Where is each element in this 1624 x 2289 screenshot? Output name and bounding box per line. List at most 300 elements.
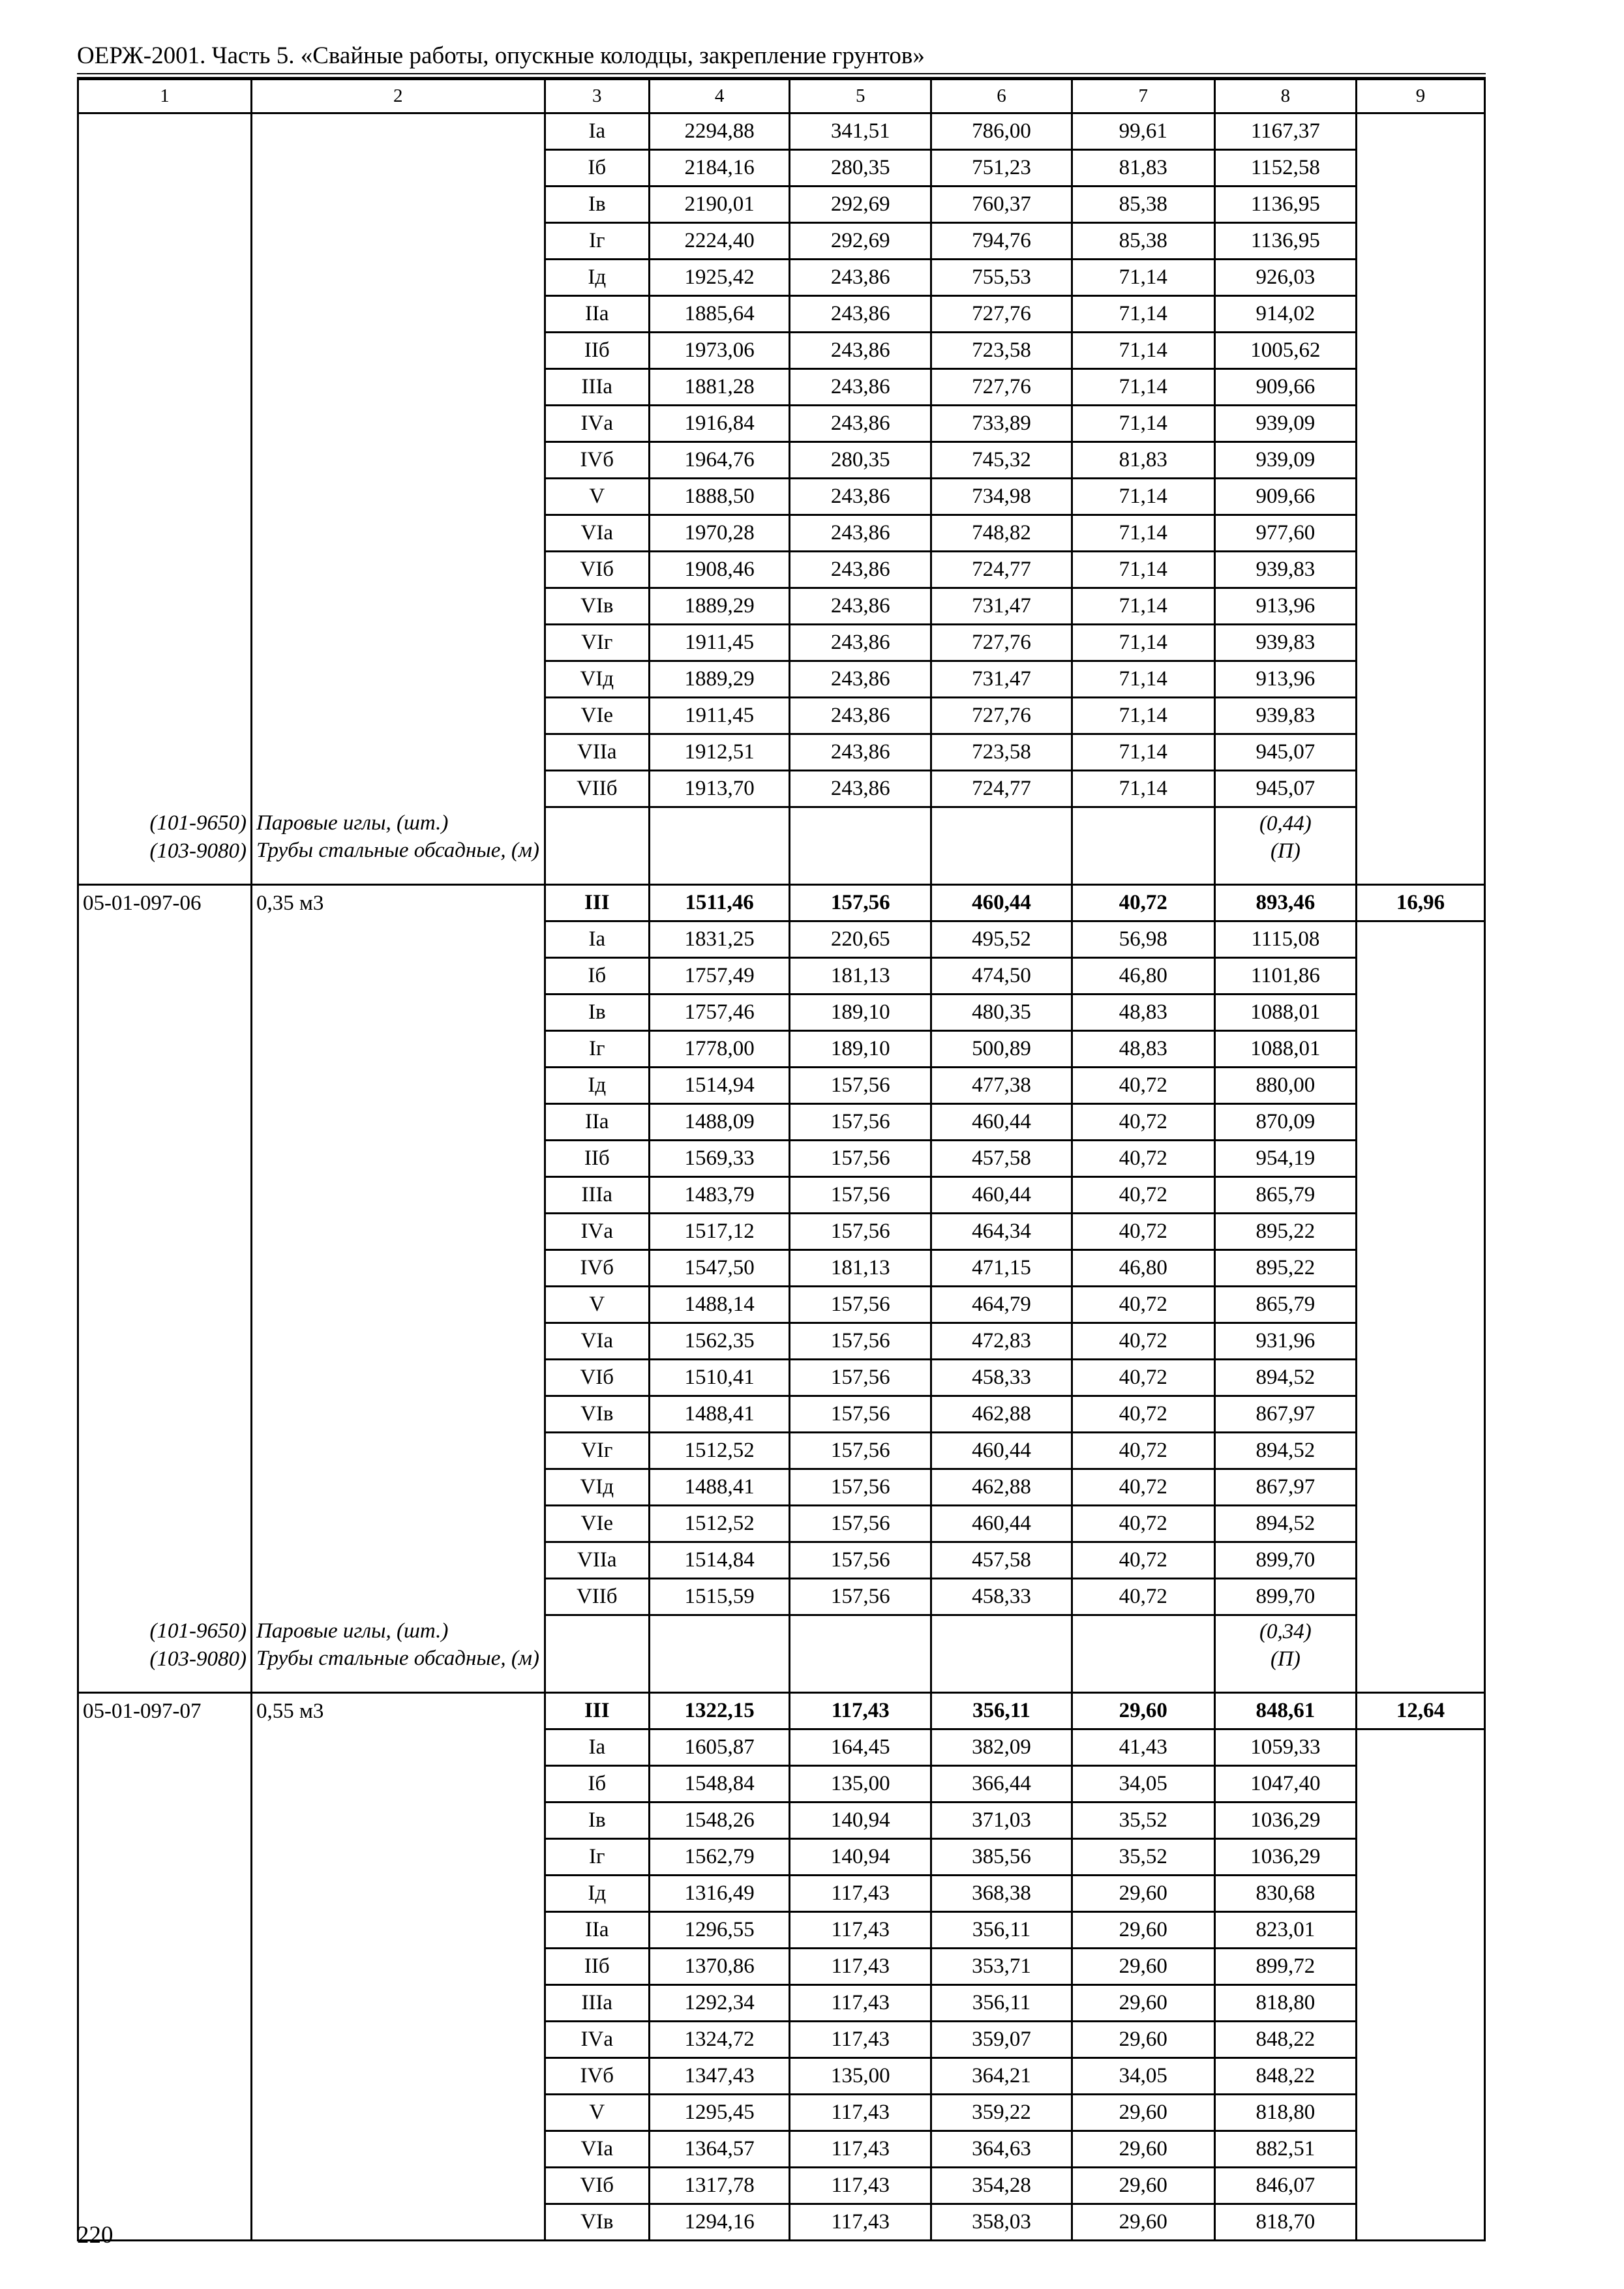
materials-cost: 926,03: [1214, 260, 1356, 296]
resource-note-row: [78, 839, 1485, 885]
rate-name-empty: [251, 2204, 545, 2241]
wages: 157,56: [790, 1506, 931, 1542]
zone-label: VIа: [545, 1323, 649, 1360]
zone-label: VIв: [545, 2204, 649, 2241]
total-cost: 1517,12: [649, 1214, 789, 1250]
note-empty-cell: [1072, 1615, 1214, 1648]
rate-code-empty: [78, 1177, 252, 1214]
machinist-wages: 40,72: [1072, 1287, 1214, 1323]
total-cost: 1912,51: [649, 734, 789, 771]
rate-row: [78, 1068, 1485, 1104]
machinist-wages: 29,60: [1072, 1912, 1214, 1949]
total-cost: 1488,41: [649, 1469, 789, 1506]
rate-code: 05-01-097-07: [78, 1693, 252, 1729]
machine-cost: 786,00: [931, 113, 1072, 150]
rate-code-empty: [78, 333, 252, 369]
machinist-wages: 40,72: [1072, 1177, 1214, 1214]
resource-code: (103-9080): [78, 839, 252, 885]
rate-code-empty: [78, 1803, 252, 1839]
total-cost: 1548,26: [649, 1803, 789, 1839]
labor-cost-empty: [1357, 333, 1485, 369]
zone-label: IVа: [545, 2022, 649, 2058]
rate-code-empty: [78, 1469, 252, 1506]
machine-cost: 460,44: [931, 1433, 1072, 1469]
zone-label: IIа: [545, 1104, 649, 1141]
rate-row: [78, 1985, 1485, 2022]
rate-code-empty: [78, 1214, 252, 1250]
zone-label: VIб: [545, 552, 649, 588]
machine-cost: 495,52: [931, 921, 1072, 958]
machinist-wages: 56,98: [1072, 921, 1214, 958]
zone-label: IIб: [545, 1141, 649, 1177]
wages: 157,56: [790, 1214, 931, 1250]
materials-cost: 1005,62: [1214, 333, 1356, 369]
wages: 117,43: [790, 1949, 931, 1985]
labor-cost-empty: [1357, 1876, 1485, 1912]
rate-row: [78, 333, 1485, 369]
labor-cost-empty: [1357, 1141, 1485, 1177]
rate-row: [78, 406, 1485, 442]
machine-cost: 727,76: [931, 625, 1072, 661]
machinist-wages: 71,14: [1072, 698, 1214, 734]
resource-quantity: (П): [1214, 1647, 1356, 1693]
machine-cost: 371,03: [931, 1803, 1072, 1839]
wages: 117,43: [790, 2168, 931, 2204]
machine-cost: 464,34: [931, 1214, 1072, 1250]
machinist-wages: 85,38: [1072, 187, 1214, 223]
machinist-wages: 40,72: [1072, 1396, 1214, 1433]
wages: 140,94: [790, 1839, 931, 1876]
wages: 157,56: [790, 1104, 931, 1141]
materials-cost: 1059,33: [1214, 1729, 1356, 1766]
total-cost: 1324,72: [649, 2022, 789, 2058]
machine-cost: 464,79: [931, 1287, 1072, 1323]
rate-row: [78, 1542, 1485, 1579]
machinist-wages: 29,60: [1072, 2131, 1214, 2168]
machine-cost: 480,35: [931, 995, 1072, 1031]
labor-cost-empty: [1357, 1803, 1485, 1839]
wages: 181,13: [790, 1250, 931, 1287]
labor-cost: 16,96: [1357, 885, 1485, 921]
machine-cost: 364,63: [931, 2131, 1072, 2168]
machinist-wages: 40,72: [1072, 1579, 1214, 1615]
page-header-title: ОЕРЖ-2001. Часть 5. «Свайные работы, опускные колодцы, закрепление грунтов»: [77, 42, 925, 69]
rate-name-empty: [251, 2058, 545, 2095]
rate-name-empty: [251, 223, 545, 260]
machine-cost: 366,44: [931, 1766, 1072, 1803]
materials-cost: 1136,95: [1214, 223, 1356, 260]
rate-row: [78, 552, 1485, 588]
machinist-wages: 41,43: [1072, 1729, 1214, 1766]
rate-name-empty: [251, 1177, 545, 1214]
materials-cost: 954,19: [1214, 1141, 1356, 1177]
rate-name-empty: [251, 1506, 545, 1542]
rate-row: [78, 734, 1485, 771]
rate-code-empty: [78, 1360, 252, 1396]
rate-name-empty: [251, 771, 545, 807]
total-cost: 1488,41: [649, 1396, 789, 1433]
labor-cost-empty: [1357, 442, 1485, 479]
rate-row: [78, 479, 1485, 515]
materials-cost: 893,46: [1214, 885, 1356, 921]
materials-cost: 1088,01: [1214, 1031, 1356, 1068]
note-empty-cell: [931, 807, 1072, 840]
machinist-wages: 71,14: [1072, 625, 1214, 661]
total-cost: 1911,45: [649, 698, 789, 734]
materials-cost: 865,79: [1214, 1177, 1356, 1214]
rate-name-empty: [251, 2131, 545, 2168]
machinist-wages: 40,72: [1072, 1104, 1214, 1141]
rate-name-empty: [251, 1803, 545, 1839]
machine-cost: 356,11: [931, 1912, 1072, 1949]
machinist-wages: 71,14: [1072, 369, 1214, 406]
zone-label: VIд: [545, 661, 649, 698]
zone-label: V: [545, 1287, 649, 1323]
rate-code-empty: [78, 113, 252, 150]
materials-cost: 909,66: [1214, 479, 1356, 515]
materials-cost: 939,83: [1214, 552, 1356, 588]
total-cost: 1488,14: [649, 1287, 789, 1323]
rate-code-empty: [78, 1250, 252, 1287]
rate-code-empty: [78, 296, 252, 333]
wages: 280,35: [790, 442, 931, 479]
note-empty-cell: [1072, 839, 1214, 885]
total-cost: 1569,33: [649, 1141, 789, 1177]
materials-cost: 939,83: [1214, 698, 1356, 734]
total-cost: 1295,45: [649, 2095, 789, 2131]
total-cost: 1510,41: [649, 1360, 789, 1396]
rate-code-empty: [78, 1985, 252, 2022]
note-empty-cell: [1357, 807, 1485, 840]
wages: 243,86: [790, 552, 931, 588]
total-cost: 1316,49: [649, 1876, 789, 1912]
rate-row: [78, 1396, 1485, 1433]
labor-cost-empty: [1357, 296, 1485, 333]
column-number: 2: [251, 80, 545, 113]
machine-cost: 460,44: [931, 885, 1072, 921]
rate-code-empty: [78, 1031, 252, 1068]
labor-cost-empty: [1357, 1729, 1485, 1766]
rate-name-empty: [251, 369, 545, 406]
zone-label: VIг: [545, 625, 649, 661]
wages: 220,65: [790, 921, 931, 958]
materials-cost: 865,79: [1214, 1287, 1356, 1323]
machine-cost: 471,15: [931, 1250, 1072, 1287]
wages: 243,86: [790, 515, 931, 552]
rate-code-empty: [78, 625, 252, 661]
labor-cost-empty: [1357, 2204, 1485, 2241]
rate-row: [78, 1766, 1485, 1803]
rate-row: [78, 1912, 1485, 1949]
zone-label: Iа: [545, 1729, 649, 1766]
wages: 157,56: [790, 1287, 931, 1323]
rates-table: [77, 78, 1486, 2241]
materials-cost: 818,70: [1214, 2204, 1356, 2241]
machine-cost: 760,37: [931, 187, 1072, 223]
total-cost: 1757,49: [649, 958, 789, 995]
materials-cost: 894,52: [1214, 1506, 1356, 1542]
machinist-wages: 48,83: [1072, 1031, 1214, 1068]
materials-cost: 1047,40: [1214, 1766, 1356, 1803]
rate-row: [78, 1506, 1485, 1542]
wages: 157,56: [790, 1141, 931, 1177]
note-empty-cell: [545, 1647, 649, 1693]
wages: 280,35: [790, 150, 931, 187]
column-number: 6: [931, 80, 1072, 113]
zone-label: IIа: [545, 296, 649, 333]
rate-row: [78, 921, 1485, 958]
materials-cost: 945,07: [1214, 734, 1356, 771]
total-cost: 1483,79: [649, 1177, 789, 1214]
materials-cost: 818,80: [1214, 1985, 1356, 2022]
machine-cost: 462,88: [931, 1469, 1072, 1506]
machine-cost: 364,21: [931, 2058, 1072, 2095]
rate-row: [78, 113, 1485, 150]
wages: 117,43: [790, 1693, 931, 1729]
machinist-wages: 29,60: [1072, 2022, 1214, 2058]
rate-name-empty: [251, 260, 545, 296]
materials-cost: 945,07: [1214, 771, 1356, 807]
total-cost: 1885,64: [649, 296, 789, 333]
materials-cost: 846,07: [1214, 2168, 1356, 2204]
column-number: 7: [1072, 80, 1214, 113]
rate-code-empty: [78, 223, 252, 260]
rate-code-empty: [78, 2022, 252, 2058]
rate-code-empty: [78, 2058, 252, 2095]
zone-label: VIд: [545, 1469, 649, 1506]
materials-cost: 1152,58: [1214, 150, 1356, 187]
materials-cost: 848,61: [1214, 1693, 1356, 1729]
labor-cost-empty: [1357, 1360, 1485, 1396]
rate-name-empty: [251, 1323, 545, 1360]
zone-label: Iг: [545, 223, 649, 260]
total-cost: 1370,86: [649, 1949, 789, 1985]
labor-cost-empty: [1357, 958, 1485, 995]
rate-row: [78, 515, 1485, 552]
rate-row: [78, 2168, 1485, 2204]
machinist-wages: 40,72: [1072, 1068, 1214, 1104]
total-cost: 1889,29: [649, 661, 789, 698]
materials-cost: 1036,29: [1214, 1803, 1356, 1839]
zone-label: IVб: [545, 442, 649, 479]
rate-code-empty: [78, 921, 252, 958]
zone-label: VIв: [545, 1396, 649, 1433]
rate-code-empty: [78, 369, 252, 406]
labor-cost-empty: [1357, 1323, 1485, 1360]
zone-label: IIIа: [545, 1985, 649, 2022]
machine-cost: 794,76: [931, 223, 1072, 260]
rate-name-empty: [251, 1287, 545, 1323]
total-cost: 1512,52: [649, 1433, 789, 1469]
rate-row: [78, 1177, 1485, 1214]
rate-row: [78, 1323, 1485, 1360]
materials-cost: 931,96: [1214, 1323, 1356, 1360]
wages: 243,86: [790, 296, 931, 333]
rate-name-empty: [251, 515, 545, 552]
header-rule: [77, 73, 1486, 74]
machine-cost: 457,58: [931, 1141, 1072, 1177]
rate-name-empty: [251, 1876, 545, 1912]
rate-name-empty: [251, 150, 545, 187]
labor-cost-empty: [1357, 734, 1485, 771]
wages: 341,51: [790, 113, 931, 150]
rate-row: [78, 625, 1485, 661]
total-cost: 1294,16: [649, 2204, 789, 2241]
rate-code-empty: [78, 588, 252, 625]
machinist-wages: 29,60: [1072, 2168, 1214, 2204]
rate-code-empty: [78, 958, 252, 995]
rate-row: [78, 1141, 1485, 1177]
machinist-wages: 85,38: [1072, 223, 1214, 260]
machinist-wages: 71,14: [1072, 479, 1214, 515]
zone-label: IVб: [545, 2058, 649, 2095]
rate-row: [78, 995, 1485, 1031]
materials-cost: 909,66: [1214, 369, 1356, 406]
zone-label: VIIа: [545, 1542, 649, 1579]
materials-cost: 894,52: [1214, 1433, 1356, 1469]
zone-label: VIIб: [545, 1579, 649, 1615]
labor-cost-empty: [1357, 1542, 1485, 1579]
labor-cost-empty: [1357, 1839, 1485, 1876]
wages: 157,56: [790, 1177, 931, 1214]
machine-cost: 731,47: [931, 588, 1072, 625]
rate-row: [78, 1031, 1485, 1068]
zone-label: III: [545, 1693, 649, 1729]
rate-name-empty: [251, 1360, 545, 1396]
rate-name-empty: [251, 921, 545, 958]
rate-name-empty: [251, 1250, 545, 1287]
note-empty-cell: [931, 839, 1072, 885]
machinist-wages: 46,80: [1072, 1250, 1214, 1287]
materials-cost: 1036,29: [1214, 1839, 1356, 1876]
rate-name-empty: [251, 734, 545, 771]
total-cost: 1888,50: [649, 479, 789, 515]
machinist-wages: 99,61: [1072, 113, 1214, 150]
materials-cost: 830,68: [1214, 1876, 1356, 1912]
machinist-wages: 71,14: [1072, 515, 1214, 552]
machinist-wages: 40,72: [1072, 1506, 1214, 1542]
zone-label: Iб: [545, 1766, 649, 1803]
wages: 243,86: [790, 260, 931, 296]
resource-quantity: (П): [1214, 839, 1356, 885]
rate-row: [78, 1104, 1485, 1141]
total-cost: 1562,79: [649, 1839, 789, 1876]
total-cost: 2184,16: [649, 150, 789, 187]
note-empty-cell: [931, 1647, 1072, 1693]
wages: 117,43: [790, 1912, 931, 1949]
rate-code-empty: [78, 2168, 252, 2204]
materials-cost: 823,01: [1214, 1912, 1356, 1949]
rate-name-empty: [251, 625, 545, 661]
rate-row: [78, 1839, 1485, 1876]
machinist-wages: 29,60: [1072, 2204, 1214, 2241]
rate-name-empty: [251, 1729, 545, 1766]
materials-cost: 870,09: [1214, 1104, 1356, 1141]
machinist-wages: 40,72: [1072, 1469, 1214, 1506]
labor-cost-empty: [1357, 552, 1485, 588]
machine-cost: 724,77: [931, 771, 1072, 807]
rate-name-empty: [251, 442, 545, 479]
note-empty-cell: [649, 1647, 789, 1693]
rate-row: [78, 187, 1485, 223]
rate-code-empty: [78, 1506, 252, 1542]
total-cost: 1488,09: [649, 1104, 789, 1141]
labor-cost-empty: [1357, 1287, 1485, 1323]
machinist-wages: 29,60: [1072, 2095, 1214, 2131]
zone-label: IIб: [545, 333, 649, 369]
machinist-wages: 29,60: [1072, 1985, 1214, 2022]
machine-cost: 460,44: [931, 1506, 1072, 1542]
rate-row: [78, 1469, 1485, 1506]
zone-label: Iа: [545, 921, 649, 958]
rate-name-empty: [251, 958, 545, 995]
column-number: 4: [649, 80, 789, 113]
rate-row: [78, 958, 1485, 995]
machine-cost: 359,22: [931, 2095, 1072, 2131]
materials-cost: 939,09: [1214, 406, 1356, 442]
materials-cost: 939,09: [1214, 442, 1356, 479]
resource-name: Паровые иглы, (шт.): [251, 1615, 545, 1648]
materials-cost: 914,02: [1214, 296, 1356, 333]
materials-cost: 894,52: [1214, 1360, 1356, 1396]
wages: 243,86: [790, 625, 931, 661]
rate-main-row: [78, 885, 1485, 921]
labor-cost-empty: [1357, 1068, 1485, 1104]
machine-cost: 724,77: [931, 552, 1072, 588]
labor-cost-empty: [1357, 1250, 1485, 1287]
rate-row: [78, 1579, 1485, 1615]
total-cost: 1757,46: [649, 995, 789, 1031]
rate-name-empty: [251, 479, 545, 515]
wages: 157,56: [790, 1579, 931, 1615]
note-empty-cell: [545, 807, 649, 840]
note-empty-cell: [790, 1615, 931, 1648]
wages: 117,43: [790, 2131, 931, 2168]
resource-note-row: [78, 807, 1485, 840]
machinist-wages: 35,52: [1072, 1839, 1214, 1876]
rate-row: [78, 1360, 1485, 1396]
wages: 243,86: [790, 333, 931, 369]
resource-quantity: (0,34): [1214, 1615, 1356, 1648]
rate-name-empty: [251, 698, 545, 734]
labor-cost-empty: [1357, 1949, 1485, 1985]
labor-cost-empty: [1357, 406, 1485, 442]
machinist-wages: 71,14: [1072, 296, 1214, 333]
rate-code-empty: [78, 479, 252, 515]
machinist-wages: 40,72: [1072, 1214, 1214, 1250]
rate-code-empty: [78, 442, 252, 479]
rate-code-empty: [78, 698, 252, 734]
machine-cost: 462,88: [931, 1396, 1072, 1433]
rate-name-empty: [251, 1985, 545, 2022]
machine-cost: 356,11: [931, 1985, 1072, 2022]
machine-cost: 385,56: [931, 1839, 1072, 1876]
wages: 117,43: [790, 2022, 931, 2058]
labor-cost-empty: [1357, 995, 1485, 1031]
machine-cost: 734,98: [931, 479, 1072, 515]
rate-code-empty: [78, 1068, 252, 1104]
machinist-wages: 40,72: [1072, 1323, 1214, 1360]
machine-cost: 472,83: [931, 1323, 1072, 1360]
zone-label: IIа: [545, 1912, 649, 1949]
total-cost: 1511,46: [649, 885, 789, 921]
rate-code-empty: [78, 771, 252, 807]
materials-cost: 939,83: [1214, 625, 1356, 661]
zone-label: V: [545, 479, 649, 515]
total-cost: 1964,76: [649, 442, 789, 479]
rate-row: [78, 588, 1485, 625]
zone-label: VIIа: [545, 734, 649, 771]
